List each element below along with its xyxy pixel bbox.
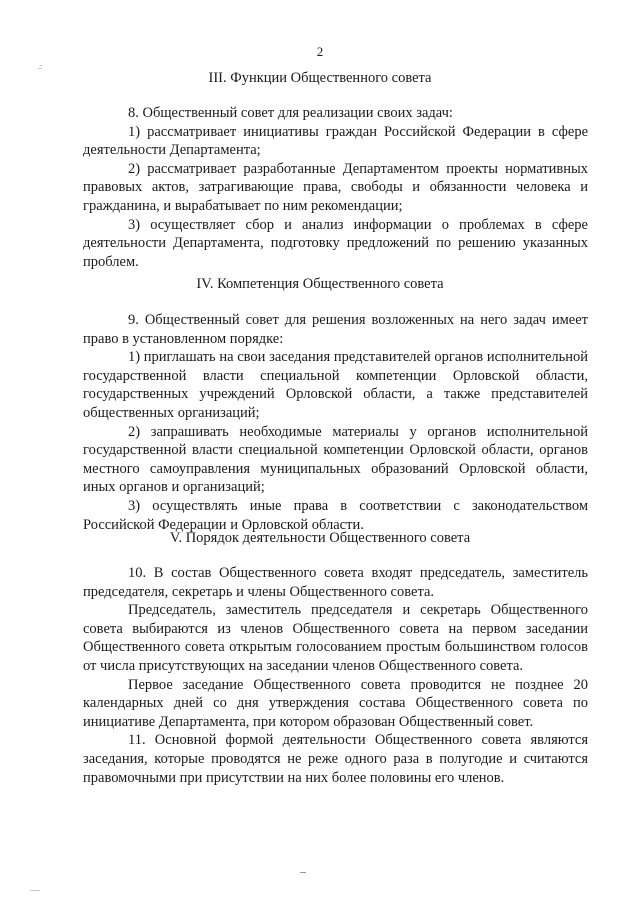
paragraph: 9. Общественный совет для решения возложенных на него задач имеет право в установленном порядке: (83, 312, 588, 347)
scan-mark: .: (38, 62, 43, 71)
scan-dash (300, 872, 306, 873)
paragraph: 11. Основной формой деятельности Общественного совета являются заседания, которые проводятся не реже одного раза в полугодие и считаются правомочными при присутствии на них более половины его членов. (83, 732, 588, 786)
page-number: 2 (316, 44, 324, 59)
paragraph: 2) запрашивать необходимые материалы у органов исполнительной государственной власти специальной компетенции Орловской области, органов местного самоуправления муниципальных образований Орловской области, иных органов и организаций; (83, 423, 588, 496)
paragraph: 8. Общественный совет для реализации своих задач: (128, 105, 453, 121)
paragraph: 10. В состав Общественного совета входят председатель, заместитель председателя, секретарь и члены Общественного совета. (83, 565, 588, 600)
section-body-3 (83, 104, 588, 271)
section-body-5 (83, 564, 588, 787)
section-heading-4: IV. Компетенция Общественного совета (196, 276, 444, 292)
paragraph: Первое заседание Общественного совета проводится не позднее 20 календарных дней со дня утверждения состава Общественного совета по инициативе Департамента, при котором образован Общественный совет. (83, 676, 588, 730)
paragraph: 2) рассматривает разработанные Департаментом проекты нормативных правовых актов, затрагивающие права, свободы и обязанности человека и гражданина, и вырабатывает по ним рекомендации; (83, 160, 588, 214)
paragraph: 3) осуществляет сбор и анализ информации о проблемах в сфере деятельности Департамента, подготовку предложений по решению указанных проблем. (83, 216, 588, 270)
paragraph: Председатель, заместитель председателя и секретарь Общественного совета выбираются из членов Общественного совета на первом заседании Общественного совета открытым голосованием простым большинством голосов от числа присутствующих на заседании членов Общественного совета. (83, 602, 588, 674)
section-heading-5: V. Порядок деятельности Общественного совета (169, 530, 471, 546)
paragraph: 1) рассматривает инициативы граждан Российской Федерации в сфере деятельности Департамента; (83, 123, 588, 159)
section-body-4 (83, 311, 588, 534)
section-heading-3: III. Функции Общественного совета (208, 70, 432, 86)
scan-mark: ..... (30, 884, 40, 893)
paragraph: 1) приглашать на свои заседания представителей органов исполнительной государственной власти специальной компетенции Орловской области, государственных учреждений Орловской области, а также представителей общественных организаций; (83, 349, 588, 421)
paragraph: 3) осуществлять иные права в соответствии с законодательством Российской Федерации и Орловской области. (83, 497, 588, 533)
